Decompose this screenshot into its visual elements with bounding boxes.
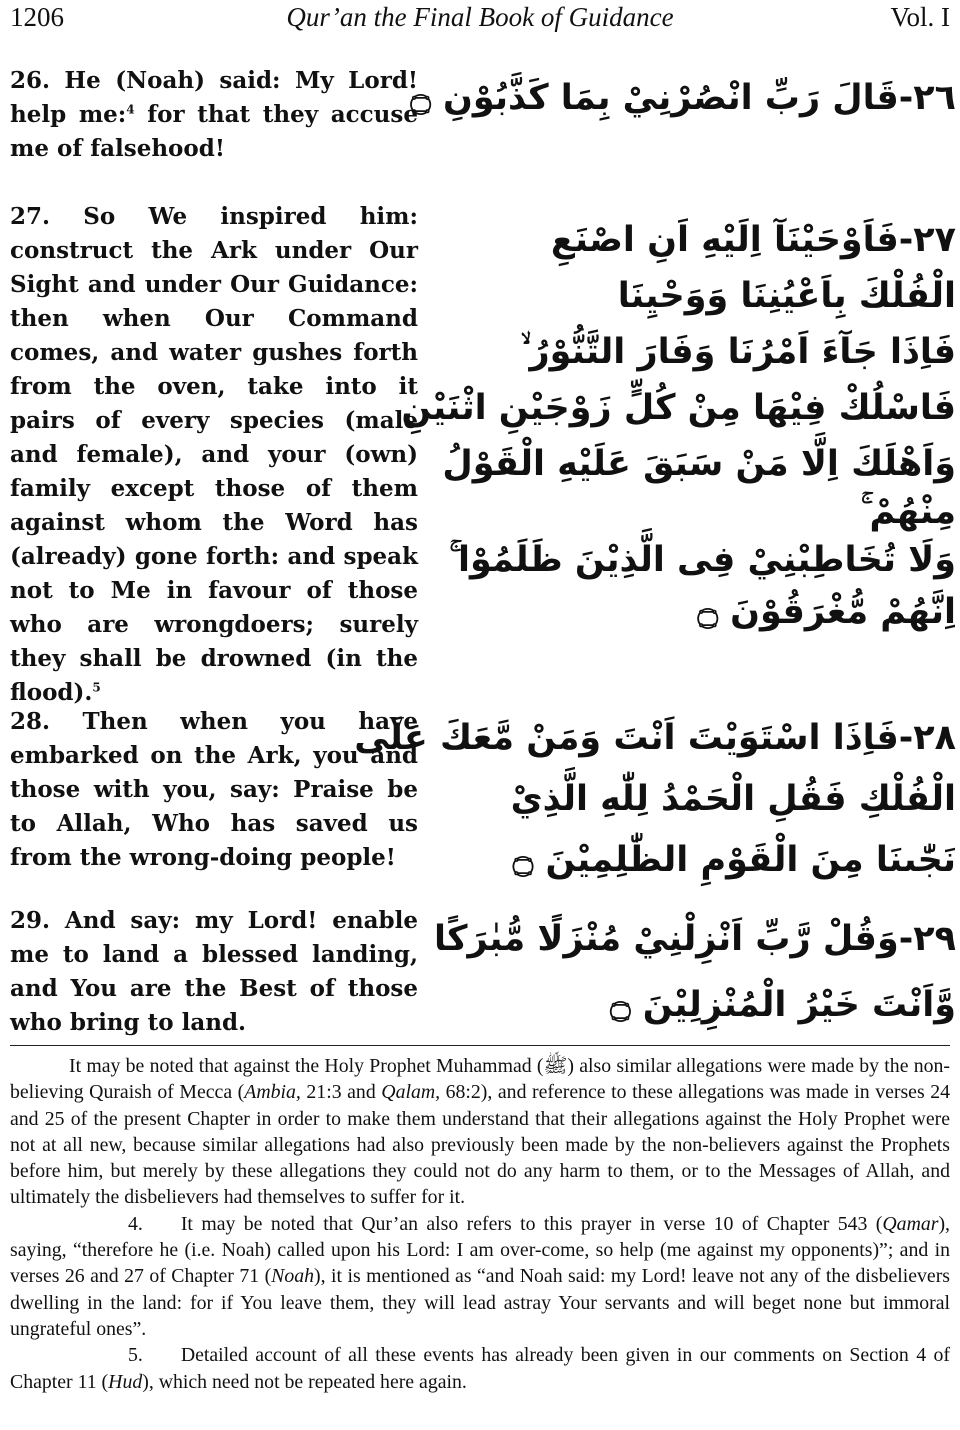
footnote-divider bbox=[10, 1045, 950, 1046]
arabic-line: اِنَّهُمْ مُّغْرَقُوْنَ ۝ bbox=[697, 592, 956, 632]
arabic-line: ٢٩-وَقُلْ رَّبِّ اَنْزِلْنِيْ مُنْزَلًا مُّبٰرَكًا bbox=[433, 919, 956, 959]
reference-link: Ambia, bbox=[244, 1081, 301, 1104]
footnotes bbox=[10, 1053, 950, 1395]
arabic-line: الْفُلْكِ فَقُلِ الْحَمْدُ لِلّٰهِ الَّذِيْ bbox=[510, 779, 956, 819]
book-title: Qur’an the Final Book of Guidance bbox=[286, 2, 674, 32]
footnote-ref[interactable]: 5 bbox=[92, 680, 101, 695]
verse-text: 27. So We inspired him: construct the Ark under Our Sight and under Our Guidance: then when Our Command comes, and water gushes forth from the oven, take into it pairs of every species (male and female), and your (own) family except those of them against whom the Word has (already) gone forth: and speak not to Me in favour of those who are wrongdoers; surely they shall be drowned (in the flood). bbox=[10, 203, 418, 706]
arabic-line: ٢٦-قَالَ رَبِّ انْصُرْنِيْ بِمَا كَذَّبُوْنِ ۝ bbox=[410, 78, 956, 118]
verse-text: 28. Then when you have embarked on the Ark, you and those with you, say: Praise be to Allah, Who has saved us from the wrong-doing people! bbox=[10, 708, 418, 871]
verse-27-arabic bbox=[401, 212, 956, 637]
reference-link: Hud bbox=[108, 1370, 143, 1393]
verse-26-arabic bbox=[410, 70, 956, 126]
footnote-4: 4. It may be noted that Qur’an also refers to this prayer in verse 10 of Chapter 543 (Qamar), saying, “therefore he (i.e. Noah) called upon his Lord: I am over-come, so help (me against my opponents)”; and in verses 26 and 27 of Chapter 71 (Noah), it is mentioned as “and Noah said: my Lord! leave not any of the disbelievers dwelling in the land: for if You leave them, they will lead astray Your servants and will beget none but immoral ungrateful ones”. bbox=[10, 1212, 950, 1340]
arabic-line: فَاسْلُكْ فِيْهَا مِنْ كُلٍّ زَوْجَيْنِ اثْنَيْنِ bbox=[401, 388, 956, 428]
arabic-line: الْفُلْكَ بِاَعْيُنِنَا وَوَحْيِنَا bbox=[617, 276, 956, 316]
verse-27-english bbox=[10, 200, 418, 710]
footnote-5: 5. Detailed account of all these events has already been given in our comments on Section 4 of Chapter 11 (Hud), which need not be repeated here again. bbox=[10, 1344, 950, 1393]
arabic-line: وَاَهْلَكَ اِلَّا مَنْ سَبَقَ عَلَيْهِ الْقَوْلُ bbox=[442, 444, 956, 484]
arabic-line: فَاِذَا جَآءَ اَمْرُنَا وَفَارَ التَّنُّوْرُ ۙ bbox=[520, 332, 956, 372]
footnote-continued: It may be noted that against the Holy Prophet Muhammad (ﷺ) also similar allegations were made by the non-believing Quraish of Mecca (Ambia, 21:3 and Qalam, 68:2), and reference to these allegations was made in verses 24 and 25 of the present Chapter in order to make them understand that their allegations against the Holy Prophet were not at all new, because similar allegations had also previously been made by the non-believers against the Prophets before him, but merely by these allegations they could not do any harm to them, or to the Messages of Allah, and ultimately the disbelievers had themselves to suffer for it. bbox=[10, 1055, 950, 1209]
footnote-number: 5. bbox=[128, 1344, 143, 1367]
verse-29-arabic bbox=[433, 906, 956, 1038]
arabic-line: وَّاَنْتَ خَيْرُ الْمُنْزِلِيْنَ ۝ bbox=[610, 985, 956, 1025]
verse-29-english bbox=[10, 904, 418, 1040]
verse-28-arabic bbox=[354, 708, 956, 891]
footnote-number: 4. bbox=[128, 1212, 143, 1235]
verse-26-english bbox=[10, 64, 418, 166]
footnote-ref[interactable]: 4 bbox=[126, 102, 135, 117]
verse-text: 29. And say: my Lord! enable me to land a blessed landing, and You are the Best of those who bring to land. bbox=[10, 907, 418, 1036]
arabic-line: مِنْهُمْ ۚ bbox=[860, 492, 956, 532]
reference-link: Qamar bbox=[882, 1212, 939, 1235]
arabic-line: وَلَا تُخَاطِبْنِيْ فِى الَّذِيْنَ ظَلَمُوْا ۚ bbox=[449, 540, 956, 580]
verse-text: 26. He (Noah) said: My Lord! help me: bbox=[10, 67, 418, 128]
page-header bbox=[8, 0, 952, 40]
page-number: 1206 bbox=[10, 2, 64, 32]
reference-link: Noah bbox=[271, 1265, 315, 1288]
verse-text-continued: for that they accuse me of falsehood! bbox=[10, 101, 418, 162]
arabic-line: ٢٧-فَاَوْحَيْنَآ اِلَيْهِ اَنِ اصْنَعِ bbox=[550, 220, 956, 260]
volume-label: Vol. I bbox=[890, 2, 950, 32]
arabic-line: نَجّٰىنَا مِنَ الْقَوْمِ الظّٰلِمِيْنَ ۝ bbox=[512, 840, 956, 880]
reference-link: Qalam, bbox=[381, 1081, 441, 1104]
arabic-line: ٢٨-فَاِذَا اسْتَوَيْتَ اَنْتَ وَمَنْ مَّعَكَ عَلَى bbox=[354, 718, 956, 758]
